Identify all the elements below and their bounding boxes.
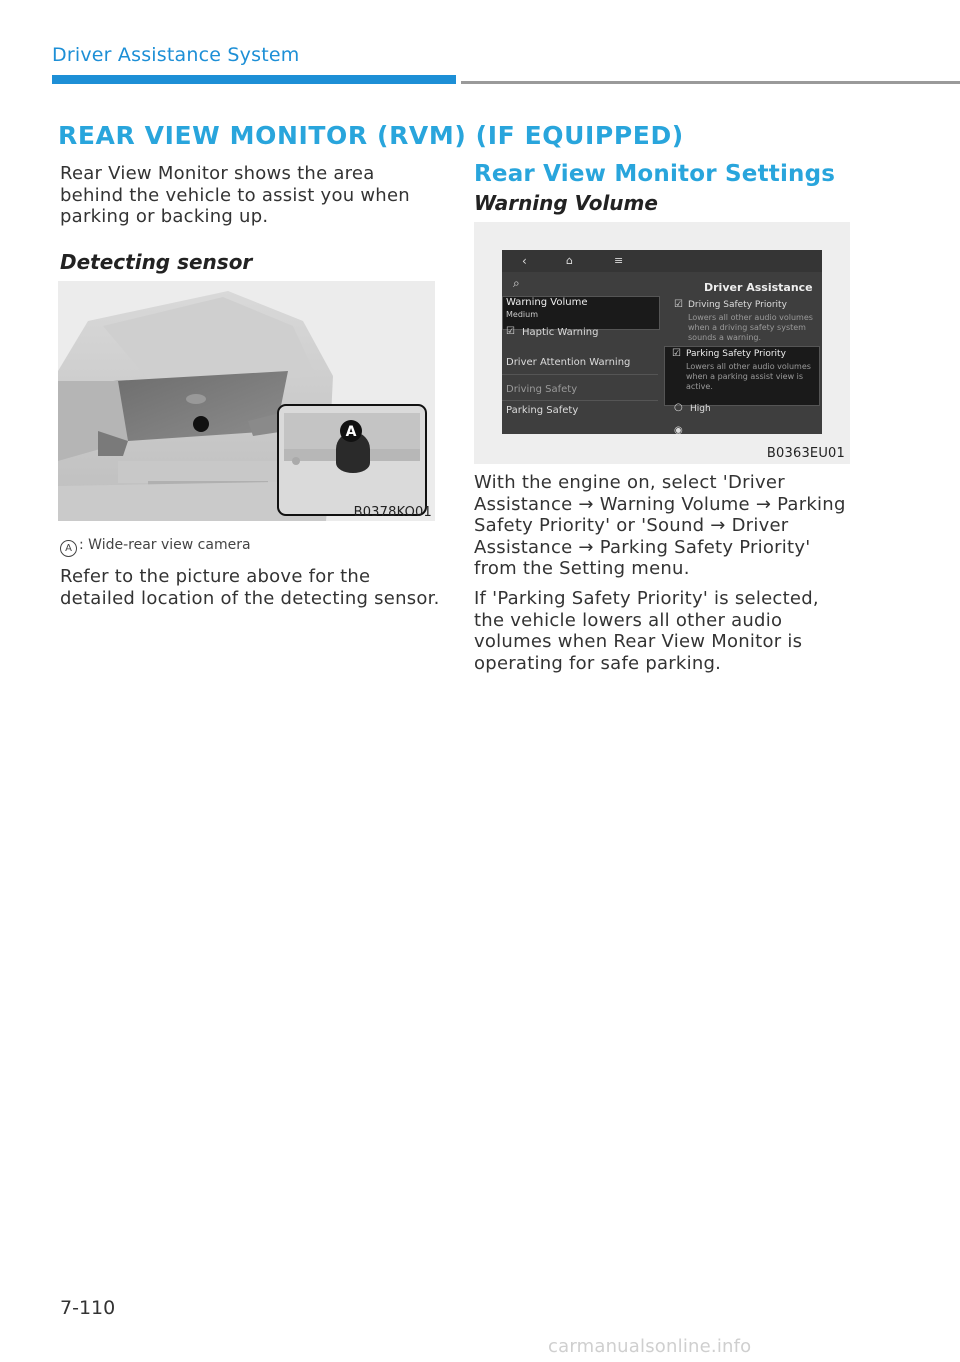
haptic-checkbox-icon: ☑ xyxy=(506,326,515,337)
menu-divider xyxy=(502,374,658,375)
opt1-checkbox-icon: ☑ xyxy=(674,299,683,310)
opt2-desc-2: when a parking assist view is xyxy=(686,372,804,381)
running-header: Driver Assistance System xyxy=(52,44,300,66)
opt2-label: Parking Safety Priority xyxy=(686,349,786,359)
header-rule-accent xyxy=(52,75,456,84)
rear-vehicle-illustration xyxy=(58,281,435,521)
warning-volume-heading: Warning Volume xyxy=(474,191,658,215)
back-icon: ‹ xyxy=(522,254,527,268)
search-icon: ⌕ xyxy=(513,276,520,290)
radio-icon: ◉ xyxy=(674,425,683,434)
refer-paragraph: Refer to the picture above for the detailed location of the detecting sensor. xyxy=(60,566,440,609)
menu-driver-attention: Driver Attention Warning xyxy=(506,357,631,368)
menu-divider xyxy=(502,400,658,401)
figure-code: B0363EU01 xyxy=(766,446,845,461)
vehicle-rear-drawing xyxy=(58,281,435,521)
radio-icon: ○ xyxy=(674,402,683,413)
opt1-desc-1: Lowers all other audio volumes xyxy=(688,313,813,322)
parking-priority-paragraph: If 'Parking Safety Priority' is selected, the vehicle lowers all other audio volumes when Rear View Monitor is operating for safe parking. xyxy=(474,588,819,674)
detecting-sensor-heading: Detecting sensor xyxy=(60,250,253,274)
intro-paragraph: Rear View Monitor shows the area behind the vehicle to assist you when parking or backing up. xyxy=(60,163,410,227)
callout-marker: A xyxy=(60,540,77,557)
page-number: 7-110 xyxy=(60,1297,116,1319)
caption-text: : Wide-rear view camera xyxy=(79,537,251,553)
instructions-paragraph: With the engine on, select 'Driver Assistance → Warning Volume → Parking Safety Priority' or 'Sound → Driver Assistance → Parking Safety Priority' from the Setting menu. xyxy=(474,472,846,579)
opt2-desc-3: active. xyxy=(686,382,713,391)
menu-warning-volume: Warning Volume xyxy=(506,297,588,308)
screen-topbar xyxy=(502,250,822,272)
figure-caption xyxy=(60,537,251,557)
opt1-label: Driving Safety Priority xyxy=(688,300,787,310)
menu-haptic-warning: Haptic Warning xyxy=(522,327,599,338)
infotainment-screen xyxy=(502,250,822,434)
figure-code: B0378KO01 xyxy=(353,505,432,520)
menu-warning-volume-value: Medium xyxy=(506,310,538,319)
opt2-desc-1: Lowers all other audio volumes xyxy=(686,362,811,371)
header-rule xyxy=(461,81,960,84)
settings-heading: Rear View Monitor Settings xyxy=(474,161,836,187)
callout-a-label: A xyxy=(345,424,357,440)
menu-parking-safety: Parking Safety xyxy=(506,405,579,416)
menu-icon: ≡ xyxy=(614,254,624,267)
section-title: REAR VIEW MONITOR (RVM) (IF EQUIPPED) xyxy=(58,121,684,150)
opt1-desc-3: sounds a warning. xyxy=(688,333,762,342)
watermark: carmanualsonline.info xyxy=(548,1336,752,1357)
opt2-checkbox-icon: ☑ xyxy=(672,348,681,359)
screen-title: Driver Assistance xyxy=(704,281,813,294)
settings-screen-figure xyxy=(474,222,850,464)
home-icon: ⌂ xyxy=(566,254,573,267)
opt1-desc-2: when a driving safety system xyxy=(688,323,806,332)
menu-driving-safety: Driving Safety xyxy=(506,384,578,395)
opt3-label: High xyxy=(690,404,711,414)
